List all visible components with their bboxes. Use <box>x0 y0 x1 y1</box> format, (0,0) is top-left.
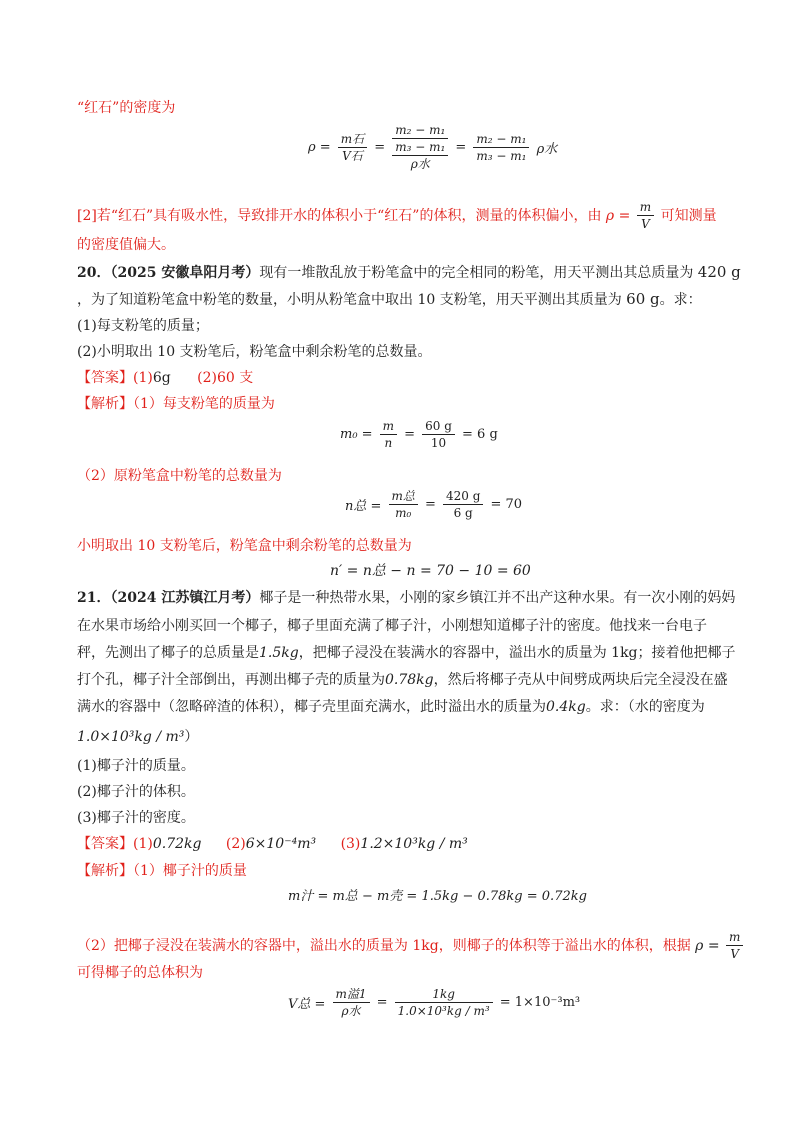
q21-line3: 秤，先测出了椰子的总质量是1.5kg，把椰子浸没在装满水的容器中，溢出水的质量为 1kg；接着他把椰子 <box>77 645 736 661</box>
eq-tail: ρ水 <box>536 141 558 157</box>
q20-number: 20． <box>77 265 111 281</box>
q21-line5: 满水的容器中（忽略碎渣的体积），椰子壳里面充满水，此时溢出水的质量为0.4kg。求：（水的密度为 <box>77 699 705 715</box>
q20-analysis-3: 小明取出 10 支粉笔后，粉笔盒中剩余粉笔的总数量为 <box>77 538 412 554</box>
q20-sample-mass: 60 g <box>626 290 660 308</box>
note-formula: $\frac{m}{V}$ <box>637 199 654 232</box>
q21-analysis-2: （2）把椰子浸没在装满水的容器中，溢出水的质量为 1kg，则椰子的体积等于溢出水的体积，根据 ρ = $\frac{m}{V}$ <box>77 929 745 962</box>
q21-answer: 【答案】(1)0.72kg (2)6×10⁻⁴m³ (3)1.2×10³kg / m³ <box>77 836 468 852</box>
q21-sub2: (2)椰子汁的体积。 <box>77 784 195 800</box>
q21-sub1: (1)椰子汁的质量。 <box>77 758 195 774</box>
eq-frac2: $\frac{\text{m₂ − m₁}}{\frac{\text{m₃ − m₁}}{\text{ρ水}}}$ <box>392 122 448 172</box>
note-line2: 的密度值偏大。 <box>77 237 175 253</box>
q21-equation-2: V总 = $\frac{\text{m溢1}}{\text{ρ水}}$ = $\frac{1kg}{\text{1.0×10³kg / m³}}$ = 1×10⁻³m³ <box>288 987 581 1018</box>
q20-analysis-2: （2）原粉笔盒中粉笔的总数量为 <box>77 468 282 484</box>
q21-line4: 打个孔，椰子汁全部倒出，再测出椰子壳的质量为0.78kg，然后将椰子壳从中间劈成两块后完全浸没在盛 <box>77 672 728 688</box>
eq-frac3: $\frac{\text{m₂ − m₁}}{\text{m₃ − m₁}}$ <box>473 131 529 164</box>
q21-source: （2024 江苏镇江月考） <box>110 590 260 606</box>
q21-line1: 21．（2024 江苏镇江月考）椰子是一种热带水果，小刚的家乡镇江并不出产这种水果。有一次小刚的妈妈 <box>77 590 736 606</box>
q21-line6: 1.0×10³kg / m³） <box>77 729 199 745</box>
q20-sub2: (2)小明取出 10 支粉笔后，粉笔盒中剩余粉笔的总数量。 <box>77 344 432 360</box>
q20-equation-1: m₀ = $\frac{m}{n}$ = $\frac{60 g}{10}$ = 6 g <box>340 419 498 450</box>
q21-line2: 在水果市场给小刚买回一个椰子，椰子里面充满了椰子汁，小刚想知道椰子汁的密度。他找来一台电子 <box>77 618 707 634</box>
q21-analysis-1: 【解析】（1）椰子汁的质量 <box>77 863 247 879</box>
q20-equation-3: n′ = n总 − n = 70 − 10 = 60 <box>330 563 531 579</box>
q20-line1: 20．（2025 安徽阜阳月考）现有一堆散乱放于粉笔盒中的完全相同的粉笔，用天平测出其总质量为 420 g <box>77 263 741 281</box>
note-line1: [2]若“红石”具有吸水性，导致排开水的体积小于“红石”的体积，测量的体积偏小，由 ρ = $\frac{m}{V}$ 可知测量 <box>77 200 717 231</box>
q20-line2: ，为了知道粉笔盒中粉笔的数量，小明从粉笔盒中取出 10 支粉笔，用天平测出其质量为 60 g。求： <box>77 290 702 308</box>
q20-equation-2: n总 = $\frac{\text{m总}}{\text{m₀}}$ = $\frac{420 g}{6 g}$ = 70 <box>345 489 523 520</box>
eq-lhs: ρ = <box>308 139 331 155</box>
eq-frac1: $\frac{\text{m石}}{\text{V石}}$ <box>338 131 367 164</box>
density-intro: “红石”的密度为 <box>77 100 176 116</box>
q20-answer: 【答案】(1)6g (2)60 支 <box>77 370 254 386</box>
q20-sub1: (1)每支粉笔的质量； <box>77 318 209 334</box>
q21-analysis-3: 可得椰子的总体积为 <box>77 965 203 981</box>
q20-analysis-1: 【解析】（1）每支粉笔的质量为 <box>77 396 275 412</box>
q21-equation-1: m汁 = m总 − m壳 = 1.5kg − 0.78kg = 0.72kg <box>288 889 587 904</box>
density-equation: ρ = $\frac{\text{m石}}{\text{V石}}$ = $\frac{\text{m₂ − m₁}}{\frac{\text{m₃ − m₁}}{\text{ρ水}}}$ = $\frac{\text{m₂ − m₁}}{\text{m₃ − m₁}}$ ρ水 <box>308 123 558 171</box>
q20-total-mass: 420 g <box>697 263 741 281</box>
q21-sub3: (3)椰子汁的密度。 <box>77 810 195 826</box>
q21-number: 21． <box>77 590 111 606</box>
q20-source: （2025 安徽阜阳月考） <box>110 265 260 281</box>
